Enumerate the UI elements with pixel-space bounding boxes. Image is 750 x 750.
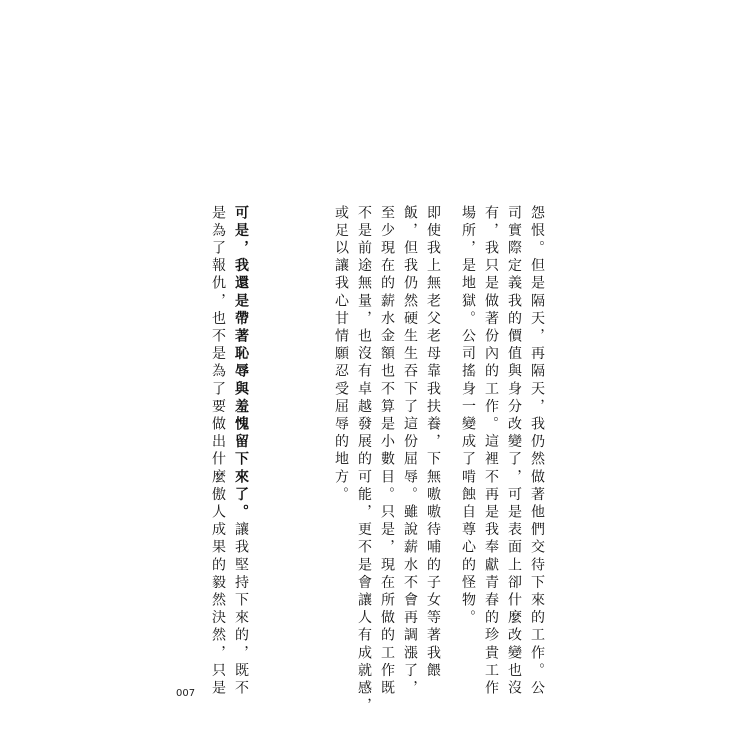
- text-line: [229, 205, 252, 698]
- text-line: 場所，是地獄。公司搖身一變成了啃蝕自尊心的怪物。: [460, 205, 476, 628]
- text-line: 怨恨。但是隔天，再隔天，我仍然做著他們交待下來的工作。公: [529, 205, 545, 698]
- text-line: 至少現在的薪水金額也不算是小數目。只是，現在所做的工作既: [379, 205, 395, 698]
- text-line: 有，我只是做著份內的工作。這裡不再是我奉獻青春的珍貴工作: [483, 205, 499, 698]
- text-line: 不是前途無量，也沒有卓越發展的可能，更不是會讓人有成就感，: [356, 205, 372, 716]
- text-line: 飯，但我仍然硬生生吞下了這份屈辱。雖說薪水不會再調漲了，: [402, 205, 418, 698]
- text-line: 即使我上無老父老母靠我扶養，下無嗷嗷待哺的子女等著我餵: [425, 205, 441, 681]
- paragraph-1: [456, 205, 548, 698]
- paragraph-2: [329, 205, 444, 716]
- text-line: 是為了報仇，也不是為了要做出什麼傲人成果的毅然決然，只是: [210, 205, 226, 698]
- paragraph-3: [206, 205, 252, 698]
- bold-emphasis: 可是，我還是帶著恥辱與羞愧留下來了。: [233, 205, 249, 522]
- text-line: 司實際定義我的價值與身分改變了，可是表面上卻什麼改變也沒: [506, 205, 522, 698]
- text-line-rest: 讓我堅持下來的，既不: [233, 521, 249, 698]
- page-number: 007: [176, 688, 196, 699]
- text-line: 或足以讓我心甘情願忍受屈辱的地方。: [333, 205, 349, 505]
